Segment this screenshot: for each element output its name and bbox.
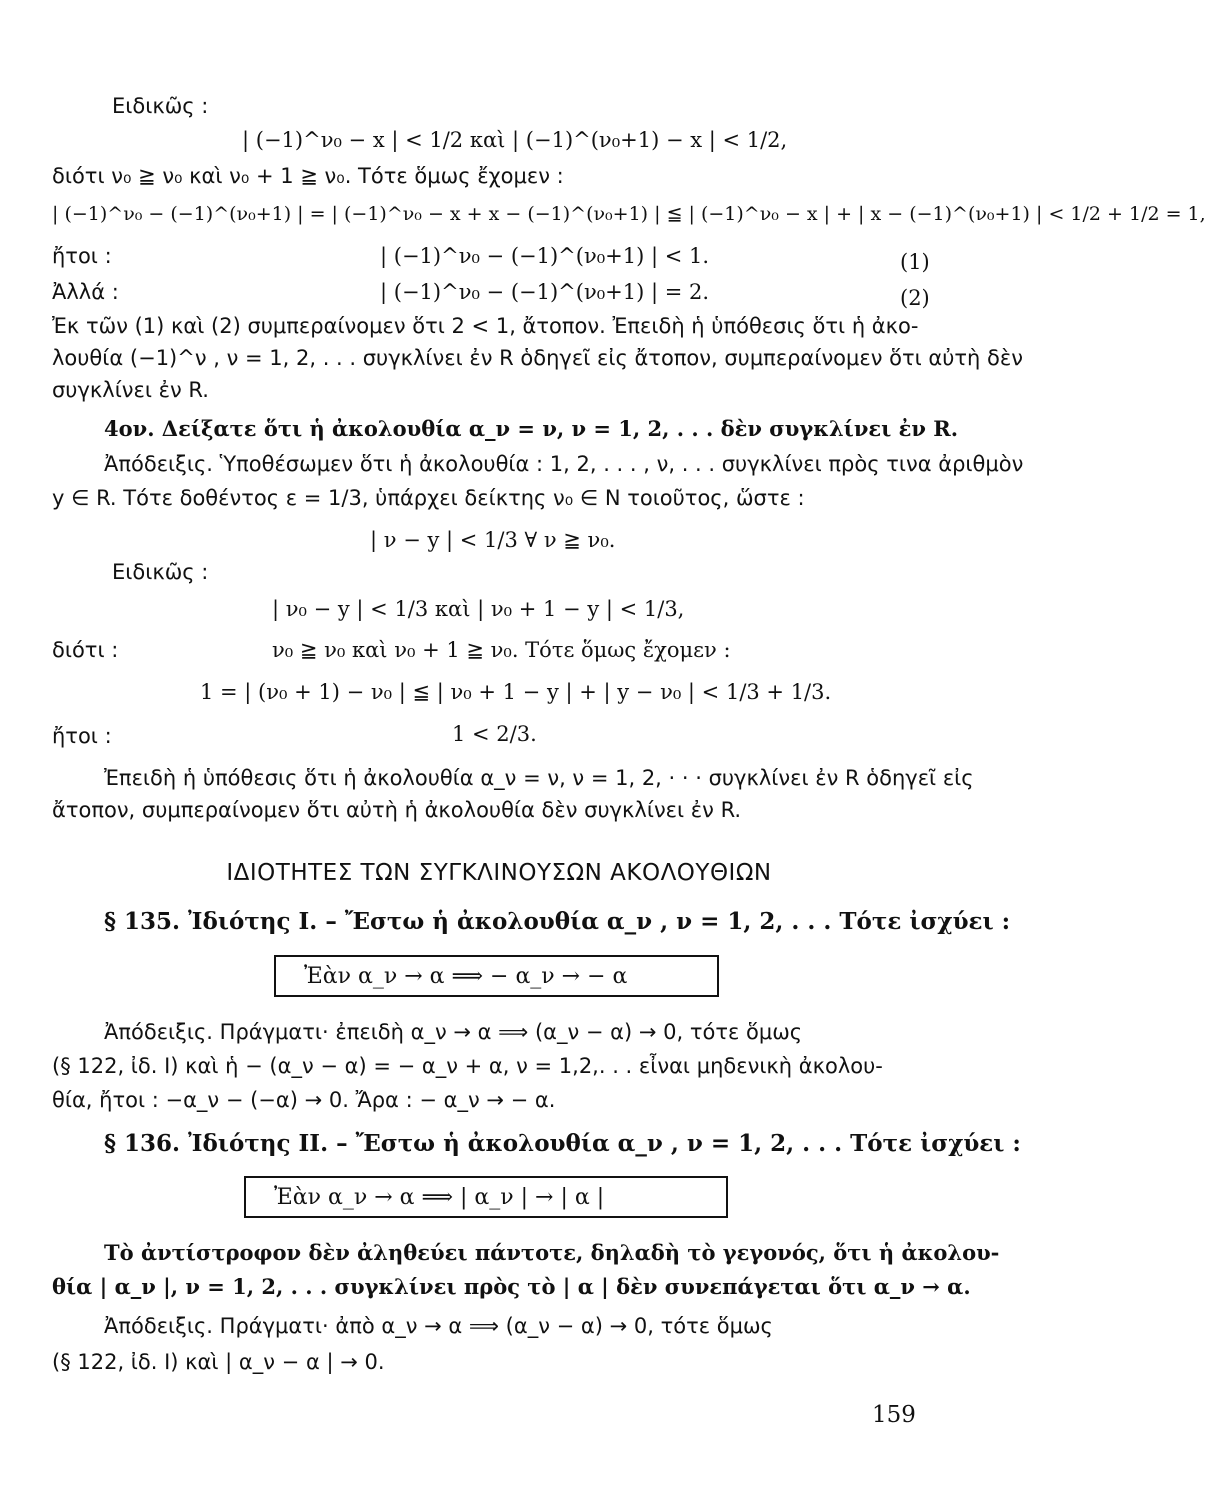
text-line: θία, ἤτοι : −α_ν − (−α) → 0. Ἄρα : − α_ν → − α. — [52, 1088, 556, 1112]
equation-number: (2) — [900, 286, 930, 310]
text-line: λουθία (−1)^ν , ν = 1, 2, . . . συγκλίνει ἐν R ὁδηγεῖ εἰς ἄτοπον, συμπεραίνομεν ὅτι αὐτὴ δὲν — [52, 346, 1023, 370]
text-line: Ἀπόδειξις. Πράγματι· ἀπὸ α_ν → α ⟹ (α_ν − α) → 0, τότε ὅμως — [104, 1314, 773, 1338]
text-line: Ἀλλά : — [52, 280, 119, 304]
text-line: ἤτοι : — [52, 244, 112, 268]
text-line: Ειδικῶς : — [112, 560, 209, 584]
text-line: Ἐκ τῶν (1) καὶ (2) συμπεραίνομεν ὅτι 2 < 1, ἄτοπον. Ἐπειδὴ ἡ ὑπόθεσις ὅτι ἡ ἀκο- — [52, 314, 919, 338]
section-heading: ΙΔΙΟΤΗΤΕΣ ΤΩΝ ΣΥΓΚΛΙΝΟΥΣΩΝ ΑΚΟΛΟΥΘΙΩΝ — [226, 860, 772, 886]
property-title: § 135. Ἰδιότης Ι. – Ἔστω ἡ ἀκολουθία α_ν , ν = 1, 2, . . . Τότε ἰσχύει : — [104, 908, 1011, 935]
formula-line: | (−1)^ν₀ − x | < 1/2 καὶ | (−1)^(ν₀+1) − x | < 1/2, — [242, 128, 788, 152]
text-line: διότι ν₀ ≧ ν₀ καὶ ν₀ + 1 ≧ ν₀. Τότε ὅμως ἔχομεν : — [52, 164, 564, 188]
text-line: y ∈ R. Τότε δοθέντος ε = 1/3, ὑπάρχει δείκτης ν₀ ∈ N τοιοῦτος, ὥστε : — [52, 486, 805, 510]
theorem-box: Ἐὰν α_ν → α ⟹ | α_ν | → | α | — [244, 1176, 728, 1218]
formula-line: | (−1)^ν₀ − (−1)^(ν₀+1) | < 1. — [380, 244, 710, 268]
text-line: ἤτοι : — [52, 724, 112, 748]
formula-line: | (−1)^ν₀ − (−1)^(ν₀+1) | = 2. — [380, 280, 710, 304]
theorem-box: Ἐὰν α_ν → α ⟹ − α_ν → − α — [274, 955, 719, 997]
text-line: διότι : — [52, 638, 119, 662]
formula-line: 1 < 2/3. — [452, 722, 537, 746]
formula-line: | ν − y | < 1/3 ∀ ν ≧ ν₀. — [370, 528, 616, 552]
page-number: 159 — [872, 1402, 916, 1428]
exercise-title: 4ον. Δείξατε ὅτι ἡ ἀκολουθία α_ν = ν, ν = 1, 2, . . . δὲν συγκλίνει ἐν R. — [104, 416, 959, 441]
text-line: Τὸ ἀντίστροφον δὲν ἀληθεύει πάντοτε, δηλαδὴ τὸ γεγονός, ὅτι ἡ ἀκολου- — [104, 1240, 1000, 1265]
text-line: ἄτοπον, συμπεραίνομεν ὅτι αὐτὴ ἡ ἀκολουθία δὲν συγκλίνει ἐν R. — [52, 798, 742, 822]
formula-line: ν₀ ≧ ν₀ καὶ ν₀ + 1 ≧ ν₀. Τότε ὅμως ἔχομεν : — [272, 638, 731, 662]
property-title: § 136. Ἰδιότης ΙΙ. – Ἔστω ἡ ἀκολουθία α_ν , ν = 1, 2, . . . Τότε ἰσχύει : — [104, 1130, 1021, 1157]
text-line: (§ 122, ἰδ. Ι) καὶ ἡ − (α_ν − α) = − α_ν + α, ν = 1,2,. . . εἶναι μηδενικὴ ἀκολου- — [52, 1054, 883, 1078]
text-line: Ἐπειδὴ ἡ ὑπόθεσις ὅτι ἡ ἀκολουθία α_ν = ν, ν = 1, 2, · · · συγκλίνει ἐν R ὁδηγεῖ εἰς — [104, 766, 974, 790]
formula-line: | ν₀ − y | < 1/3 καὶ | ν₀ + 1 − y | < 1/3, — [272, 597, 685, 621]
text-line: Ειδικῶς : — [112, 94, 209, 118]
text-line: Ἀπόδειξις. Πράγματι· ἐπειδὴ α_ν → α ⟹ (α_ν − α) → 0, τότε ὅμως — [104, 1020, 803, 1044]
formula-line: | (−1)^ν₀ − (−1)^(ν₀+1) | = | (−1)^ν₀ − x + x − (−1)^(ν₀+1) | ≦ | (−1)^ν₀ − x | + | x − (−1)^(ν₀+1) | < 1/2 + 1/2 = 1, — [52, 203, 1206, 225]
text-line: συγκλίνει ἐν R. — [52, 378, 209, 402]
equation-number: (1) — [900, 250, 930, 274]
text-line: (§ 122, ἰδ. Ι) καὶ | α_ν − α | → 0. — [52, 1350, 385, 1374]
formula-line: 1 = | (ν₀ + 1) − ν₀ | ≦ | ν₀ + 1 − y | + | y − ν₀ | < 1/3 + 1/3. — [200, 680, 832, 704]
text-line: Ἀπόδειξις. Ὑποθέσωμεν ὅτι ἡ ἀκολουθία : 1, 2, . . . , ν, . . . συγκλίνει πρὸς τινα ἀριθμὸν — [104, 452, 1024, 476]
text-line: θία | α_ν |, ν = 1, 2, . . . συγκλίνει πρὸς τὸ | α | δὲν συνεπάγεται ὅτι α_ν → α. — [52, 1274, 971, 1299]
